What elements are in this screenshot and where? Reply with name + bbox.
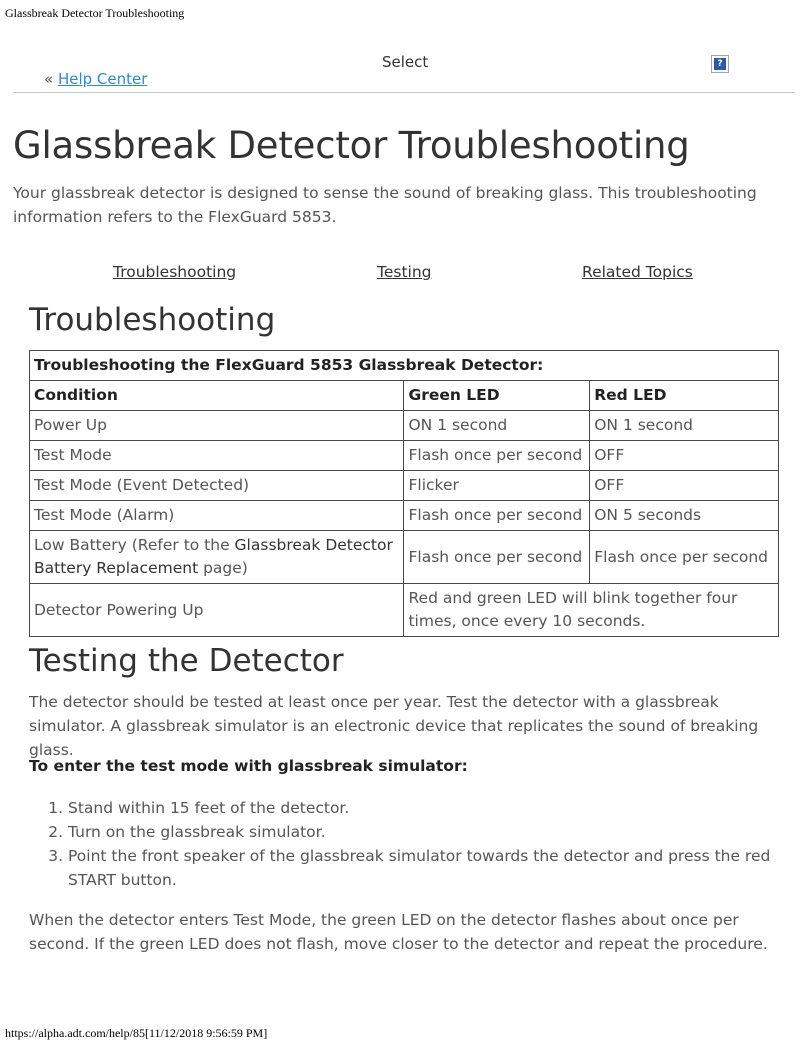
condition-cell: Test Mode (Event Detected)	[30, 471, 404, 501]
table-caption-row	[30, 351, 779, 381]
condition-cell: Test Mode (Alarm)	[30, 501, 404, 531]
low-battery-prefix: Low Battery (Refer to the	[34, 536, 235, 554]
print-footer: https://alpha.adt.com/help/85[11/12/2018 9:56:59 PM]	[5, 1026, 268, 1040]
toc-testing-link[interactable]: Testing	[377, 263, 432, 281]
battery-replacement-link[interactable]: Glassbreak Detector Battery Replacement	[34, 536, 393, 577]
test-steps-list	[29, 796, 808, 892]
condition-cell: Test Mode	[30, 441, 404, 471]
troubleshooting-heading: Troubleshooting	[29, 302, 276, 338]
help-button[interactable]	[711, 55, 729, 73]
header-red-led: Red LED	[590, 381, 779, 411]
header-divider	[13, 92, 795, 93]
troubleshooting-table	[29, 350, 779, 637]
red-led-cell: OFF	[590, 471, 779, 501]
testing-paragraph: The detector should be tested at least once per year. Test the detector with a glassbreak simulator. A glassbreak simulator is an electronic device that replicates the sound of breaking glass.	[29, 693, 759, 759]
table-row	[30, 441, 779, 471]
help-center-link[interactable]: Help Center	[57, 70, 148, 88]
print-header: Glassbreak Detector Troubleshooting	[5, 6, 185, 20]
header-green-led: Green LED	[404, 381, 590, 411]
help-icon: ?	[714, 58, 726, 70]
header-condition: Condition	[30, 381, 404, 411]
condition-cell: Power Up	[30, 411, 404, 441]
red-led-cell: OFF	[590, 441, 779, 471]
condition-cell: Detector Powering Up	[30, 584, 404, 637]
toc-related-topics-link[interactable]: Related Topics	[582, 263, 693, 281]
table-row-low-battery	[30, 531, 779, 584]
low-battery-suffix: page)	[198, 559, 248, 577]
table-header-row	[30, 381, 779, 411]
green-led-cell: Flash once per second	[404, 441, 590, 471]
list-item: 3. Point the front speaker of the glassbreak simulator towards the detector and press the red START button.	[68, 844, 808, 892]
testing-heading: Testing the Detector	[29, 643, 344, 679]
breadcrumb-prefix: «	[44, 70, 58, 88]
list-item: 2. Turn on the glassbreak simulator.	[68, 820, 808, 844]
led-behavior-cell: Red and green LED will blink together four times, once every 10 seconds.	[404, 584, 779, 637]
red-led-cell: Flash once per second	[590, 531, 779, 584]
breadcrumb	[44, 70, 147, 88]
red-led-cell: ON 5 seconds	[590, 501, 779, 531]
red-led-cell: ON 1 second	[590, 411, 779, 441]
green-led-cell: Flash once per second	[404, 531, 590, 584]
page-title: Glassbreak Detector Troubleshooting	[13, 124, 690, 167]
table-row-powering-up	[30, 584, 779, 637]
condition-cell	[30, 531, 404, 584]
green-led-cell: Flash once per second	[404, 501, 590, 531]
intro-text: Your glassbreak detector is designed to sense the sound of breaking glass. This troubleshooting information refers to the FlexGuard 5853.	[13, 184, 757, 226]
table-row	[30, 501, 779, 531]
test-mode-steps-title: To enter the test mode with glassbreak simulator:	[29, 757, 468, 775]
green-led-cell: Flicker	[404, 471, 590, 501]
table-row	[30, 471, 779, 501]
list-item: 1. Stand within 15 feet of the detector.	[68, 796, 808, 820]
select-label[interactable]: Select	[382, 53, 429, 71]
table-caption: Troubleshooting the FlexGuard 5853 Glassbreak Detector:	[30, 351, 779, 381]
table-row	[30, 411, 779, 441]
green-led-cell: ON 1 second	[404, 411, 590, 441]
toc-troubleshooting-link[interactable]: Troubleshooting	[113, 263, 237, 281]
test-mode-result-paragraph: When the detector enters Test Mode, the green LED on the detector flashes about once per second. If the green LED does not flash, move closer to the detector and repeat the procedure.	[29, 911, 768, 953]
